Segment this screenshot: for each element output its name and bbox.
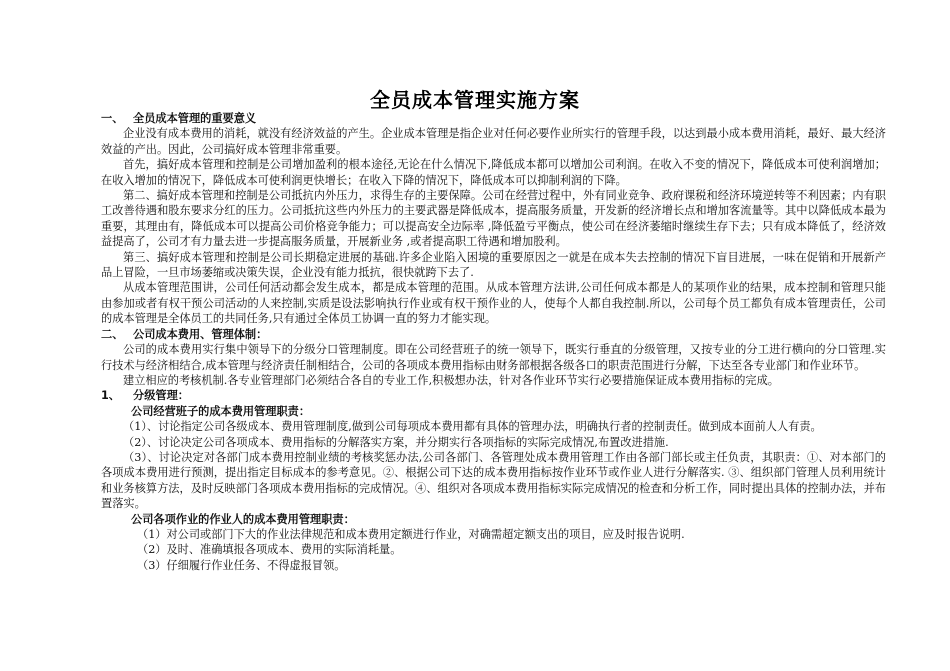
list-item: （2）、讨论决定公司各项成本、费用指标的分解落实方案，并分期实行各项指标的实际完成情况,布置改进措施. bbox=[123, 435, 669, 449]
list-item: （1）对公司或部门下大的作业法律规范和成本费用定额进行作业，对确需超定额支出的项目，应及时报告说明. bbox=[137, 527, 685, 541]
section-heading bbox=[101, 327, 886, 342]
list-item: （3）仔细履行作业任务、不得虚报冒领。 bbox=[137, 558, 346, 572]
subsection-heading: 公司各项作业的作业人的成本费用管理职责： bbox=[131, 512, 355, 526]
paragraph: 企业没有成本费用的消耗，就没有经济效益的产生。企业成本管理是指企业对任何必要作业所实行的管理手段，以达到最小成本费用消耗，最好、最大经济效益的产出。因此，公司搞好成本管理非常重要。 bbox=[101, 127, 886, 156]
list-item: （1）、讨论指定公司各级成本、费用管理制度,做到公司每项成本费用都有具体的管理办法，明确执行者的控制责任。做到成本面前人人有责。 bbox=[123, 420, 822, 434]
section-number: 一、 bbox=[101, 112, 124, 125]
section-number: 二、 bbox=[101, 327, 124, 341]
section-heading bbox=[101, 388, 886, 403]
paragraph: 第二、搞好成本管理和控制是公司抵抗内外压力，求得生存的主要保障。公司在经营过程中，外有同业竞争、政府课税和经济环境逆转等不利因素；内有职工改善待遇和股东要求分红的压力。公司抵抗这些内外压力的主要武器是降低成本，提高服务质量，开发新的经济增长点和增加客流量等。其中以降低成本最为重要，其理由有，降低成本可以提高公司价格竞争能力；可以提高安全边际率 ,降低盈亏平衡点，使公司在经济萎缩时继续生存下去；只有成本降低了，经济效益提高了，公司才有力量去进一步提高服务质量，开展新业务 ,或者提高职工待遇和增加股利。 bbox=[101, 189, 886, 249]
section-title: 分级管理： bbox=[133, 389, 189, 403]
section-title: 全员成本管理的重要意义 bbox=[133, 112, 257, 125]
list-item: （3）、讨论决定对各部门成本费用控制业绩的考核奖惩办法,公司各部门、各管理处成本费用管理工作由各部门部长或主任负责，其职责：①、对本部门的各项成本费用进行预测，提出指定目标成本的参考意见。②、根据公司下达的成本费用指标按作业环节或作业人进行分解落实. ③、组织部门管理人员利用统计和业务核算方法，及时反映部门各项成本费用指标的完成情况。④、组织对各项成本费用指标实际完成情况的检查和分析工作，同时提出具体的控制办法，并布置落实。 bbox=[101, 450, 886, 511]
subsection-heading: 公司经营班子的成本费用管理职责： bbox=[131, 404, 311, 418]
paragraph: 首先，搞好成本管理和控制是公司增加盈利的根本途径,无论在什么情况下,降低成本都可以增加公司利润。在收入不变的情况下，降低成本可使利润增加；在收入增加的情况下，降低成本可使利润更快增长；在收入下降的情况下，降低成本可以抑制利润的下降。 bbox=[101, 158, 886, 187]
section-heading bbox=[101, 111, 886, 126]
section-title: 公司成本费用、管理体制： bbox=[133, 327, 268, 341]
list-item: （2）及时、准确填报各项成本、费用的实际消耗量。 bbox=[137, 543, 402, 557]
paragraph: 第三、搞好成本管理和控制是公司长期稳定进展的基础.许多企业陷入困境的重要原因之一就是在成本失去控制的情况下盲目进展，一味在促销和开展新产品上冒险，一旦市场萎缩或决策失误，企业没有能力抵抗，很快就跨下去了. bbox=[101, 250, 886, 280]
section-number: 1、 bbox=[101, 389, 120, 403]
document-title: 全员成本管理实施方案 bbox=[370, 88, 580, 112]
document-body bbox=[101, 111, 886, 573]
paragraph: 从成本管理范围讲，公司任何活动都会发生成本，都是成本管理的范围。从成本管理方法讲,公司任何成本都是人的某项作业的结果，成本控制和管理只能由参加或者有权干预公司活动的人来控制,实质是设法影响执行作业或有权干预作业的人，使每个人都自我控制.所以，公司每个员工都负有成本管理责任，公司的成本管理是全体员工的共同任务,只有通过全体员工协调一直的努力才能实现。 bbox=[101, 281, 886, 326]
paragraph: 公司的成本费用实行集中领导下的分级分口管理制度。即在公司经营班子的统一领导下，既实行垂直的分级管理，又按专业的分工进行横向的分口管理.实行技术与经济相结合,成本管理与经济责任制相结合，公司的各项成本费用指标由财务部根据各级各口的职责范围进行分解，下达至各专业部门和作业环节。 bbox=[101, 343, 886, 372]
paragraph: 建立相应的考核机制.各专业管理部门必须结合各自的专业工作,积极想办法，针对各作业环节实行必要措施保证成本费用指标的完成。 bbox=[123, 373, 779, 387]
